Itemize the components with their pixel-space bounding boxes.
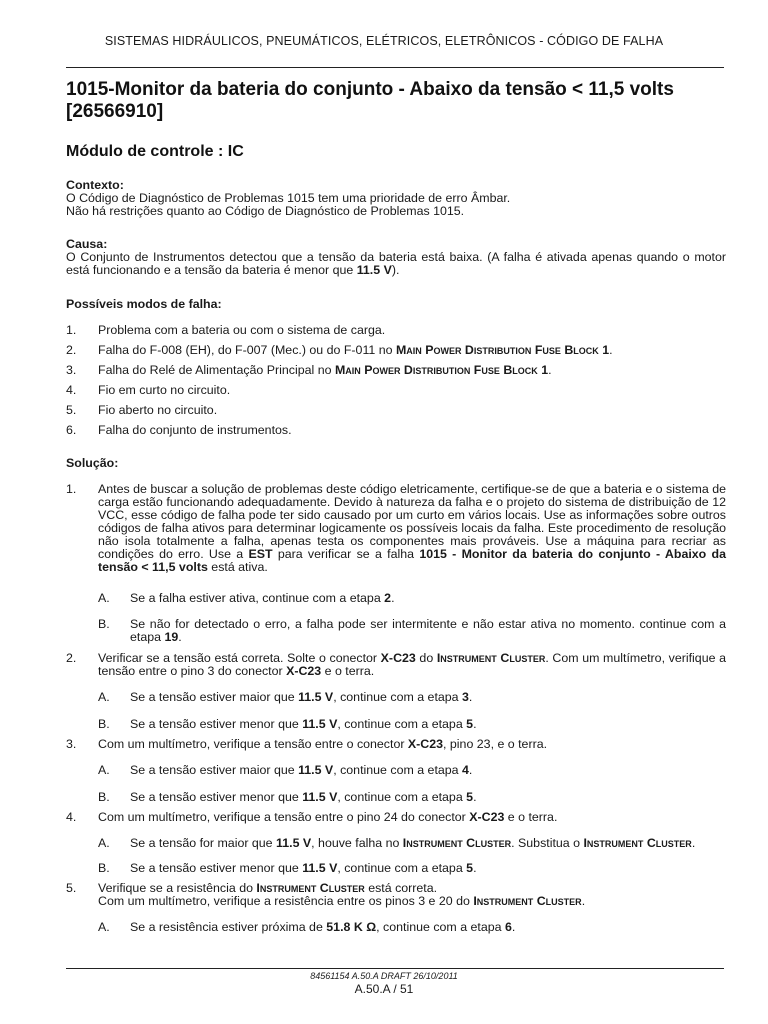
- solution-step-4b: B. Se a tensão estiver menor que 11.5 V, continue com a etapa 5.: [98, 861, 477, 875]
- solution-step-3: 3. Com um multímetro, verifique a tensão entre o conector X-C23, pino 23, e o terra.: [66, 737, 548, 751]
- cause-section: [66, 238, 726, 277]
- cause-text: O Conjunto de Instrumentos detectou que a tensão da bateria está baixa. (A falha é ativada apenas quando o motor está funcionando e a tensão da bateria é menor que 11.5 V).: [66, 250, 726, 277]
- footer-page-number: A.50.A / 51: [354, 982, 414, 996]
- cause-label: Causa:: [66, 237, 108, 251]
- context-label: Contexto:: [66, 178, 124, 192]
- solution-step-5a: A. Se a resistência estiver próxima de 51.8 K Ω, continue com a etapa 6.: [98, 920, 516, 934]
- failure-modes-list: [66, 324, 726, 437]
- list-item: 3. Falha do Relé de Alimentação Principal no Main Power Distribution Fuse Block 1.: [66, 363, 552, 377]
- footer-doc-id: 84561154 A.50.A DRAFT 26/10/2011: [310, 971, 458, 981]
- page-header: SISTEMAS HIDRÁULICOS, PNEUMÁTICOS, ELÉTRICOS, ELETRÔNICOS - CÓDIGO DE FALHA: [104, 34, 664, 48]
- solution-step-1a: A. Se a falha estiver ativa, continue com a etapa 2.: [98, 591, 395, 605]
- solution-step-2b: B. Se a tensão estiver menor que 11.5 V, continue com a etapa 5.: [98, 717, 477, 731]
- list-item: 4. Fio em curto no circuito.: [66, 383, 231, 397]
- control-module-heading: Módulo de controle : IC: [66, 143, 244, 160]
- solution-step-3b: B. Se a tensão estiver menor que 11.5 V, continue com a etapa 5.: [98, 790, 477, 804]
- solution-step-1b: B. Se não for detectado o erro, a falha pode ser intermitente e não estar ativa no momento. continue com a etapa 19.: [98, 617, 726, 644]
- solution-label: Solução:: [66, 456, 119, 470]
- footer-rule: [66, 968, 724, 969]
- header-rule: [66, 67, 724, 68]
- solution-step-3a: A. Se a tensão estiver maior que 11.5 V, continue com a etapa 4.: [98, 763, 473, 777]
- solution-step-1: 1. Antes de buscar a solução de problemas deste código eletricamente, certifique-se de que a bateria e o sistema de carga estão funcionando adequadamente. Devido à natureza da falha e o projeto do sistema de distribuição de 12 VCC, esse código de falha pode ter sido causado por um curto em vários locais. Use as informações sobre outros códigos de falha ativos para determinar logicamente os possíveis locais da falha. Este procedimento de resolução não isola totalmente a falha, apenas testa os componentes mais prováveis. Use a máquina para recriar as condições do erro. Use a EST para verificar se a falha 1015 - Monitor da bateria do conjunto - Abaixo da tensão < 11,5 volts está ativa.: [66, 482, 726, 574]
- solution-step-2a: A. Se a tensão estiver maior que 11.5 V, continue com a etapa 3.: [98, 690, 473, 704]
- page-title: 1015-Monitor da bateria do conjunto - Abaixo da tensão < 11,5 volts [26566910]: [66, 79, 674, 122]
- list-item: 1. Problema com a bateria ou com o sistema de carga.: [66, 323, 386, 337]
- list-item: 2. Falha do F-008 (EH), do F-007 (Mec.) ou do F-011 no Main Power Distribution Fuse Block 1.: [66, 343, 613, 357]
- solution-step-4: 4. Com um multímetro, verifique a tensão entre o pino 24 do conector X-C23 e o terra.: [66, 810, 558, 824]
- solution-step-4a: A. Se a tensão for maior que 11.5 V, houve falha no Instrument Cluster. Substitua o Instrument Cluster.: [98, 836, 696, 850]
- solution-step-2: 2. Verificar se a tensão está correta. Solte o conector X-C23 do Instrument Cluster. Com um multímetro, verifique a tensão entre o pino 3 do conector X-C23 e o terra.: [66, 651, 726, 678]
- solution-step-5: 5. Verifique se a resistência do Instrument Cluster está correta. Com um multímetro, verifique a resistência entre os pinos 3 e 20 do Instrument Cluster.: [66, 881, 586, 908]
- context-line-2: Não há restrições quanto ao Código de Diagnóstico de Problemas 1015.: [66, 204, 465, 218]
- context-section: [66, 179, 726, 218]
- list-item: 5. Fio aberto no circuito.: [66, 403, 218, 417]
- context-line-1: O Código de Diagnóstico de Problemas 1015 tem uma prioridade de erro Âmbar.: [66, 191, 511, 205]
- list-item: 6. Falha do conjunto de instrumentos.: [66, 423, 292, 437]
- failure-modes-label: Possíveis modos de falha:: [66, 297, 222, 311]
- cause-voltage: 11.5 V: [356, 263, 392, 277]
